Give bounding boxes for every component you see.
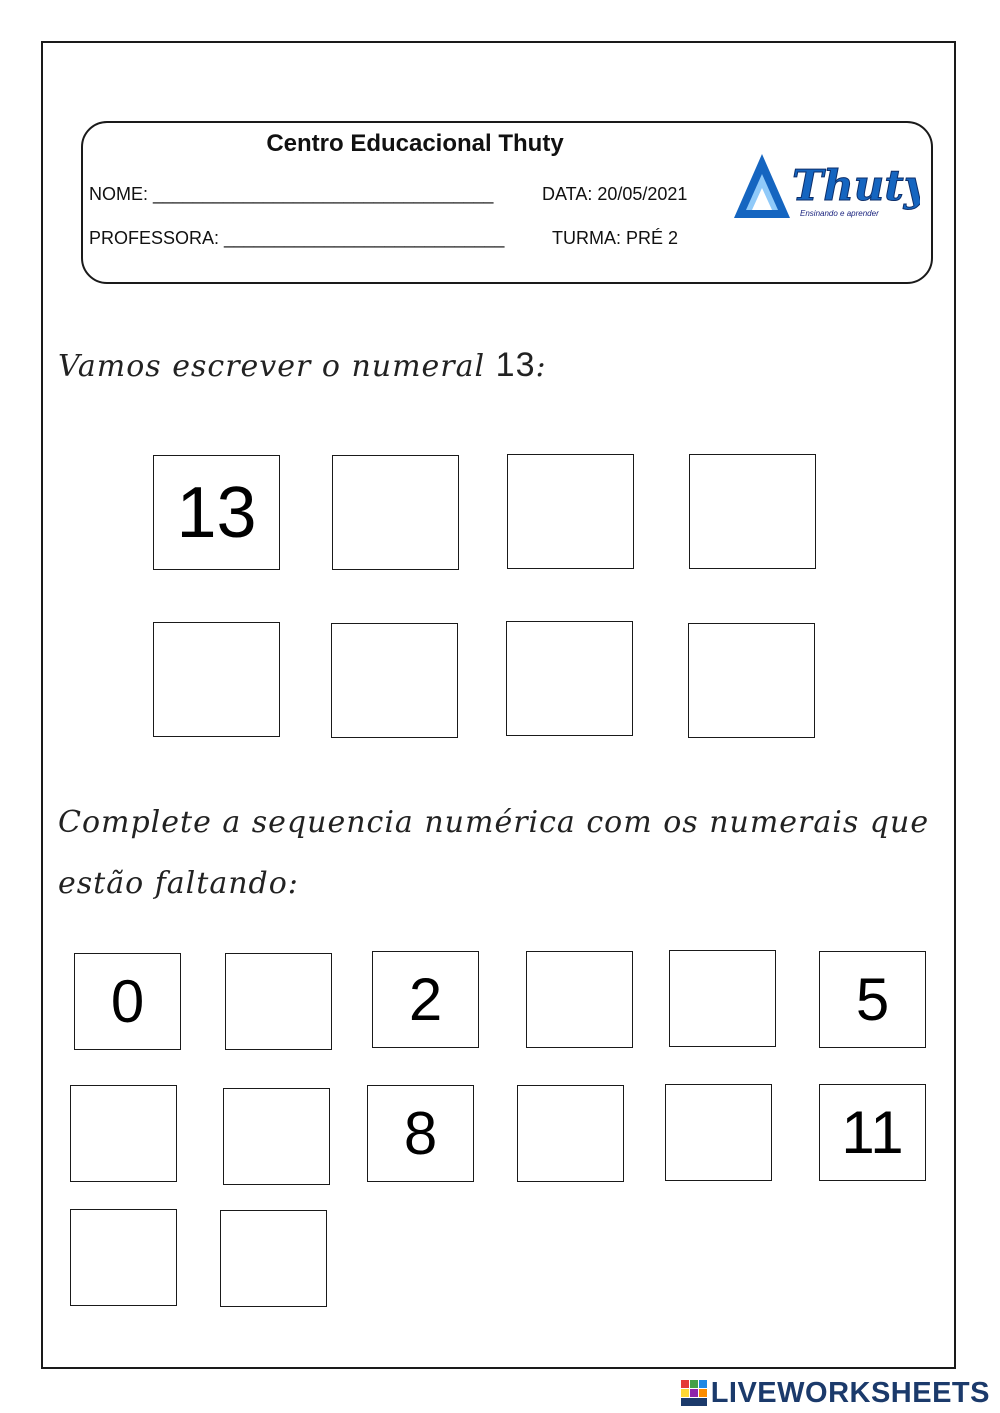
write-box-4[interactable] xyxy=(689,454,816,569)
section2-instruction-line2: estão faltando: xyxy=(58,866,299,901)
sequence-box-8[interactable]: 8 xyxy=(367,1085,474,1182)
sequence-box-2[interactable]: 2 xyxy=(372,951,479,1048)
write-box-5[interactable] xyxy=(153,622,280,737)
date-label: DATA: 20/05/2021 xyxy=(542,184,688,204)
write-box-8[interactable] xyxy=(688,623,815,738)
section1-suffix: : xyxy=(535,349,547,384)
sequence-box-13[interactable] xyxy=(220,1210,327,1307)
sequence-box-9[interactable] xyxy=(517,1085,624,1182)
liveworksheets-text: LIVEWORKSHEETS xyxy=(710,1376,990,1409)
section2-instruction-line1: Complete a sequencia numérica com os numerais que xyxy=(58,805,930,840)
sequence-box-5[interactable]: 5 xyxy=(819,951,926,1048)
sequence-box-12[interactable] xyxy=(70,1209,177,1306)
sequence-box-3[interactable] xyxy=(526,951,633,1048)
write-box-6[interactable] xyxy=(331,623,458,738)
name-field-label: NOME: __________________________________ xyxy=(89,184,494,204)
write-box-3[interactable] xyxy=(507,454,634,569)
section1-instruction-text: Vamos escrever o numeral xyxy=(58,349,486,384)
teacher-field-label: PROFESSORA: ____________________________ xyxy=(89,228,505,248)
sequence-box-6[interactable] xyxy=(70,1085,177,1182)
write-box-2[interactable] xyxy=(332,455,459,570)
logo-text: Thuty xyxy=(792,161,920,210)
section1-number: 13 xyxy=(495,346,536,384)
liveworksheets-logo-icon xyxy=(681,1380,707,1406)
sequence-box-1[interactable] xyxy=(225,953,332,1050)
section1-instruction xyxy=(58,346,547,385)
write-box-1[interactable]: 13 xyxy=(153,455,280,570)
sequence-box-7[interactable] xyxy=(223,1088,330,1185)
write-box-7[interactable] xyxy=(506,621,633,736)
sequence-box-10[interactable] xyxy=(665,1084,772,1181)
sequence-box-11[interactable]: 11 xyxy=(819,1084,926,1181)
logo-triangle-icon xyxy=(730,150,920,225)
school-name: Centro Educacional Thuty xyxy=(266,130,564,157)
logo-tagline: Ensinando e aprender xyxy=(800,209,879,218)
school-logo xyxy=(730,150,920,225)
liveworksheets-brand xyxy=(681,1376,990,1410)
class-label: TURMA: PRÉ 2 xyxy=(552,228,679,248)
sequence-box-4[interactable] xyxy=(669,950,776,1047)
sequence-box-0[interactable]: 0 xyxy=(74,953,181,1050)
